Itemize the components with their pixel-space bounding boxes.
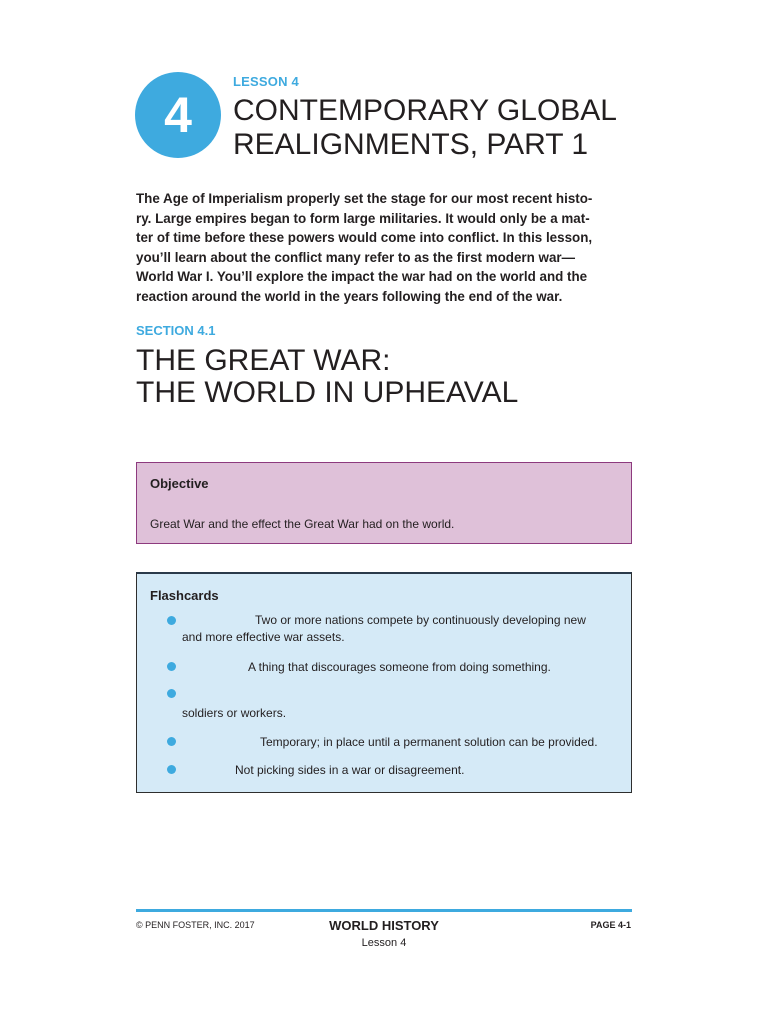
flashcard-definition: Temporary; in place until a permanent solution can be provided. (260, 735, 598, 749)
lesson-title-line-2: REALIGNMENTS, PART 1 (233, 128, 589, 161)
bullet-dot-icon (167, 737, 176, 746)
lesson-number: 4 (164, 87, 192, 143)
intro-line: ry. Large empires began to form large militaries. It would only be a mat- (136, 210, 590, 226)
flashcard-definition: Two or more nations compete by continuously developing new (255, 613, 586, 627)
bullet-dot-icon (167, 765, 176, 774)
footer-divider (136, 909, 632, 912)
lesson-title-line-1: CONTEMPORARY GLOBAL (233, 94, 617, 127)
flashcards-heading: Flashcards (150, 588, 219, 603)
flashcard-definition: Not picking sides in a war or disagreement. (235, 763, 465, 777)
bullet-dot-icon (167, 662, 176, 671)
objective-text: Great War and the effect the Great War had on the world. (150, 517, 455, 531)
section-title-line-1: THE GREAT WAR: (136, 344, 391, 377)
objective-heading: Objective (150, 476, 209, 491)
footer-copyright: © PENN FOSTER, INC. 2017 (136, 920, 255, 930)
objective-box (136, 462, 632, 544)
flashcard-definition: A thing that discourages someone from doing something. (248, 660, 551, 674)
section-title (136, 345, 518, 409)
flashcards-box (136, 572, 632, 793)
intro-line: World War I. You’ll explore the impact the war had on the world and the (136, 269, 588, 285)
intro-line: reaction around the world in the years following the end of the war. (136, 288, 563, 304)
flashcard-definition-continued: soldiers or workers. (182, 706, 287, 720)
footer-course-title: WORLD HISTORY (329, 918, 439, 933)
lesson-number-badge (135, 72, 221, 158)
section-title-line-2: THE WORLD IN UPHEAVAL (136, 376, 519, 409)
intro-line: you’ll learn about the conflict many refer to as the first modern war— (136, 249, 576, 265)
footer-page-number: PAGE 4-1 (590, 920, 631, 930)
flashcard-definition-continued: and more effective war assets. (182, 630, 345, 644)
section-label: SECTION 4.1 (136, 323, 216, 338)
lesson-label: LESSON 4 (233, 74, 299, 89)
bullet-dot-icon (167, 616, 176, 625)
footer-lesson: Lesson 4 (361, 937, 407, 949)
intro-line: The Age of Imperialism properly set the stage for our most recent histo- (136, 191, 593, 206)
intro-paragraph (136, 189, 636, 307)
intro-line: ter of time before these powers would come into conflict. In this lesson, (136, 230, 593, 246)
lesson-title (233, 94, 653, 162)
bullet-dot-icon (167, 689, 176, 698)
